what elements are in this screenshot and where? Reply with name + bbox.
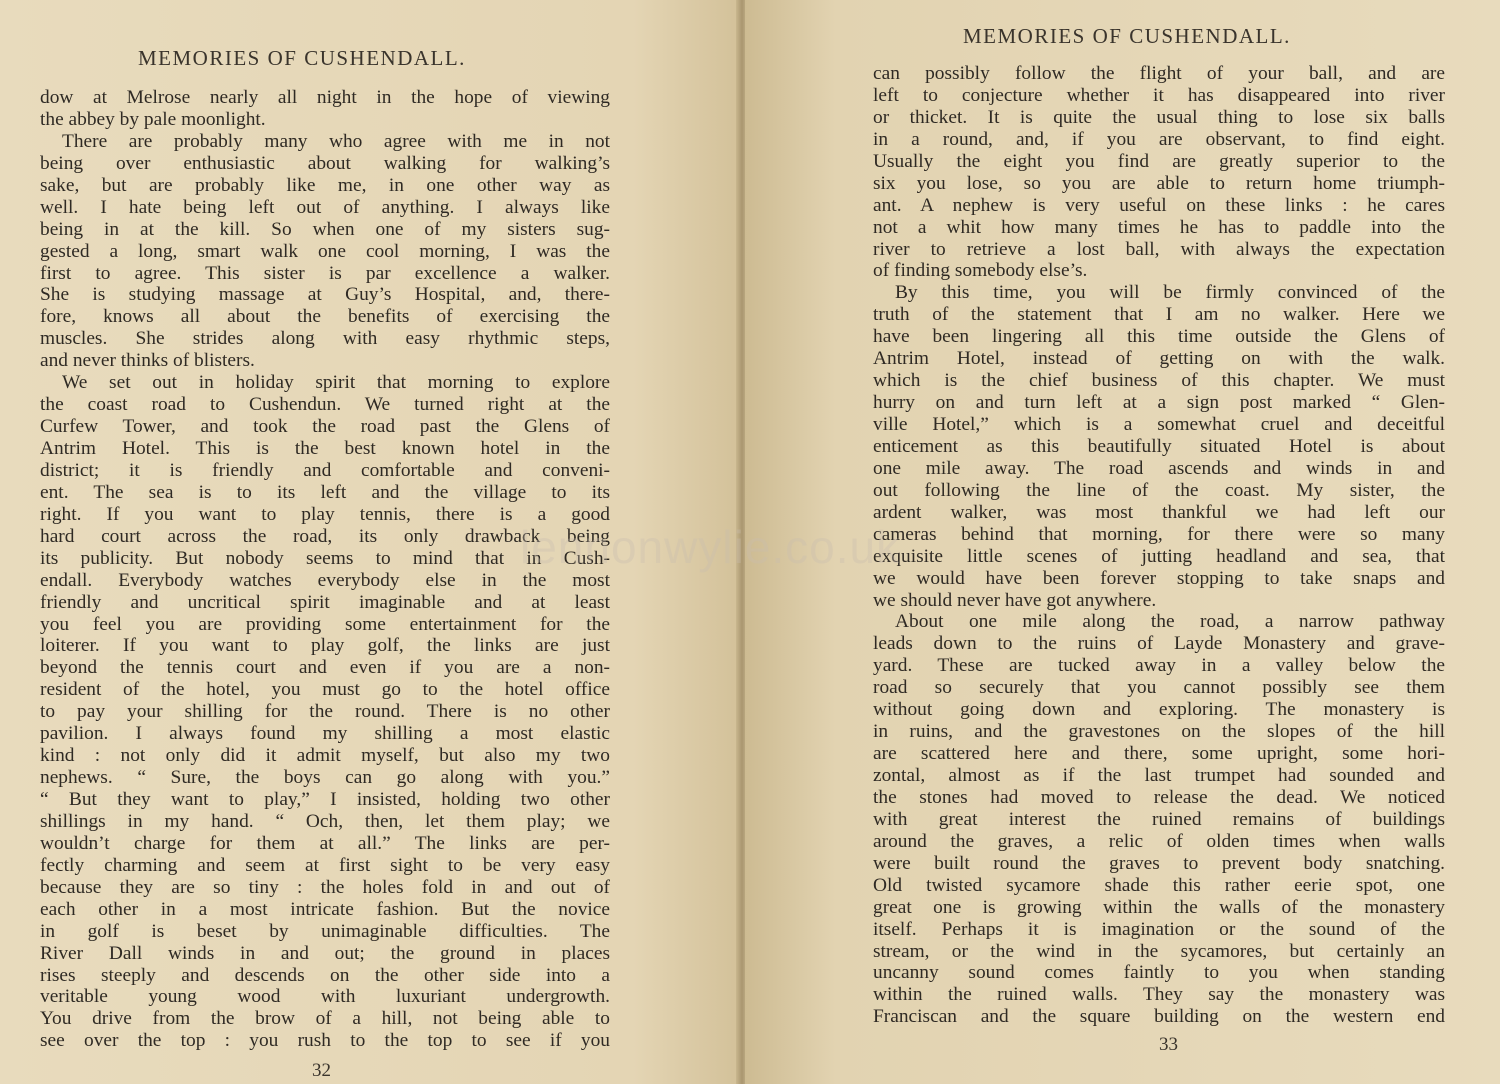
text-line: stream, or the wind in the sycamores, but certainly an (873, 940, 1445, 962)
text-line: the stones had moved to release the dead. We noticed (873, 786, 1445, 808)
text-line: friendly and uncritical spirit imaginable and at least (40, 591, 610, 613)
body-text (873, 63, 1445, 1028)
text-line: ent. The sea is to its left and the village to its (40, 481, 610, 503)
text-line: River Dall winds in and out; the ground in places (40, 942, 610, 964)
text-line: within the ruined walls. They say the monastery was (873, 984, 1445, 1006)
text-line: fore, knows all about the benefits of exercising the (40, 306, 610, 328)
text-line: exquisite little scenes of jutting headland and sea, that (873, 545, 1445, 567)
text-line: Antrim Hotel. This is the best known hotel in the (40, 438, 610, 459)
text-line: uncanny sound comes faintly to you when standing (873, 962, 1445, 984)
text-line: you feel you are providing some entertainment for the (40, 613, 610, 635)
text-line: cameras behind that morning, for there were so many (873, 523, 1445, 545)
text-line: river to retrieve a lost ball, with always the expectation (873, 238, 1445, 260)
running-head: MEMORIES OF CUSHENDALL. (963, 24, 1291, 48)
text-line: ardent walker, was most thankful we had left our (873, 501, 1445, 523)
text-line: in golf is beset by unimaginable difficulties. The (40, 920, 610, 942)
text-line: Franciscan and the square building on the western end (873, 1006, 1445, 1028)
text-line: endall. Everybody watches everybody else in the most (40, 569, 610, 591)
text-line: great one is growing within the walls of the monastery (873, 896, 1445, 918)
text-line: see over the top : you rush to the top to see if you (40, 1030, 610, 1052)
text-line: road so securely that you cannot possibly see them (873, 677, 1445, 699)
text-line: district; it is friendly and comfortable and conveni- (40, 459, 610, 481)
text-line: left to conjecture whether it has disappeared into river (873, 84, 1445, 106)
text-line: the abbey by pale moonlight. (40, 108, 266, 130)
text-line: Curfew Tower, and took the road past the Glens of (40, 416, 610, 438)
text-line: its publicity. But nobody seems to mind that in Cush- (40, 547, 610, 569)
text-line: You drive from the brow of a hill, not being able to (40, 1008, 610, 1030)
text-line: Old twisted sycamore shade this rather eerie spot, one (873, 874, 1445, 896)
text-line: yard. These are tucked away in a valley below the (873, 655, 1445, 677)
text-line: There are probably many who agree with me in not (62, 130, 610, 152)
text-line: truth of the statement that I am no walker. Here we (873, 304, 1445, 326)
text-line: with great interest the ruined remains of buildings (873, 808, 1445, 830)
text-line: without going down and exploring. The monastery is (873, 699, 1445, 721)
text-line: in ruins, and the gravestones on the slopes of the hill (873, 721, 1445, 743)
text-line: loiterer. If you want to play golf, the links are just (40, 635, 610, 657)
text-line: out following the line of the coast. My sister, the (873, 479, 1445, 501)
text-line: pavilion. I always found my shilling a most elastic (40, 723, 610, 745)
text-line: to pay your shilling for the round. There is no other (40, 701, 610, 723)
text-line: and never thinks of blisters. (40, 350, 255, 372)
text-line: beyond the tennis court and even if you are a non- (40, 657, 610, 679)
text-line: She is studying massage at Guy’s Hospital, and, there- (40, 284, 610, 306)
text-line: itself. Perhaps it is imagination or the sound of the (873, 918, 1445, 940)
text-line: We set out in holiday spirit that morning to explore (62, 372, 610, 394)
text-line: zontal, almost as if the last trumpet had sounded and (873, 765, 1445, 786)
text-line: well. I hate being left out of anything. I always like (40, 196, 610, 218)
text-line: wouldn’t charge for them at all.” The links are per- (40, 832, 610, 854)
text-line: rises steeply and descends on the other side into a (40, 964, 610, 986)
text-line: “ But they want to play,” I insisted, holding two other (40, 789, 610, 810)
text-line: the coast road to Cushendun. We turned right at the (40, 394, 610, 416)
text-line: right. If you want to play tennis, there is a good (40, 503, 610, 525)
text-line: one mile away. The road ascends and winds in and (873, 457, 1445, 479)
text-line: can possibly follow the flight of your ball, and are (873, 63, 1445, 84)
text-line: around the graves, a relic of olden times when walls (873, 830, 1445, 852)
text-line: About one mile along the road, a narrow pathway (895, 611, 1445, 633)
text-line: we should never have got anywhere. (873, 589, 1157, 611)
text-line: each other in a most intricate fashion. But the novice (40, 898, 610, 920)
text-line: being over enthusiastic about walking for walking’s (40, 152, 610, 174)
text-line: are scattered here and there, some upright, some hori- (873, 743, 1445, 765)
watermark: lennonwylie.co.uk (520, 521, 901, 573)
running-head: MEMORIES OF CUSHENDALL. (138, 46, 466, 70)
text-line: hard court across the road, its only drawback being (40, 525, 610, 547)
text-line: gested a long, smart walk one cool morning, I was the (40, 240, 610, 262)
text-line: in a round, and, if you are observant, to find eight. (873, 128, 1445, 150)
text-line: By this time, you will be firmly convinced of the (895, 282, 1445, 304)
text-line: Usually the eight you find are greatly superior to the (873, 150, 1445, 172)
text-line: muscles. She strides along with easy rhythmic steps, (40, 328, 610, 350)
text-line: ant. A nephew is very useful on these links : he cares (873, 194, 1445, 216)
text-line: or thicket. It is quite the usual thing to lose six balls (873, 106, 1445, 128)
text-line: six you lose, so you are able to return home triumph- (873, 172, 1445, 194)
text-line: because they are so tiny : the holes fold in and out of (40, 876, 610, 898)
text-line: leads down to the ruins of Layde Monastery and grave- (873, 633, 1445, 655)
text-line: nephews. “ Sure, the boys can go along with you.” (40, 767, 610, 789)
text-line: shillings in my hand. “ Och, then, let them play; we (40, 810, 610, 832)
text-line: dow at Melrose nearly all night in the hope of viewing (40, 87, 610, 108)
text-line: enticement as this beautifully situated Hotel is about (873, 435, 1445, 457)
text-line: we would have been forever stopping to take snaps and (873, 567, 1445, 589)
page-number: 32 (312, 1060, 331, 1081)
text-line: first to agree. This sister is par excellence a walker. (40, 262, 610, 284)
text-line: ville Hotel,” which is a somewhat cruel and deceitful (873, 414, 1445, 435)
text-line: not a whit how many times he has to paddle into the (873, 216, 1445, 238)
text-line: which is the chief business of this chapter. We must (873, 370, 1445, 392)
text-line: being in at the kill. So when one of my sisters sug- (40, 218, 610, 240)
page-number: 33 (1159, 1034, 1178, 1055)
text-line: Antrim Hotel, instead of getting on with the walk. (873, 348, 1445, 370)
text-line: resident of the hotel, you must go to the hotel office (40, 679, 610, 701)
text-line: sake, but are probably like me, in one other way as (40, 174, 610, 196)
text-line: of finding somebody else’s. (873, 260, 1088, 282)
text-line: were built round the graves to prevent body snatching. (873, 852, 1445, 874)
text-line: veritable young wood with luxuriant undergrowth. (40, 986, 610, 1008)
text-line: have been lingering all this time outside the Glens of (873, 326, 1445, 348)
text-line: hurry on and turn left at a sign post marked “ Glen- (873, 392, 1445, 414)
text-line: fectly charming and seem at first sight to be very easy (40, 854, 610, 876)
text-line: kind : not only did it admit myself, but also my two (40, 745, 610, 767)
